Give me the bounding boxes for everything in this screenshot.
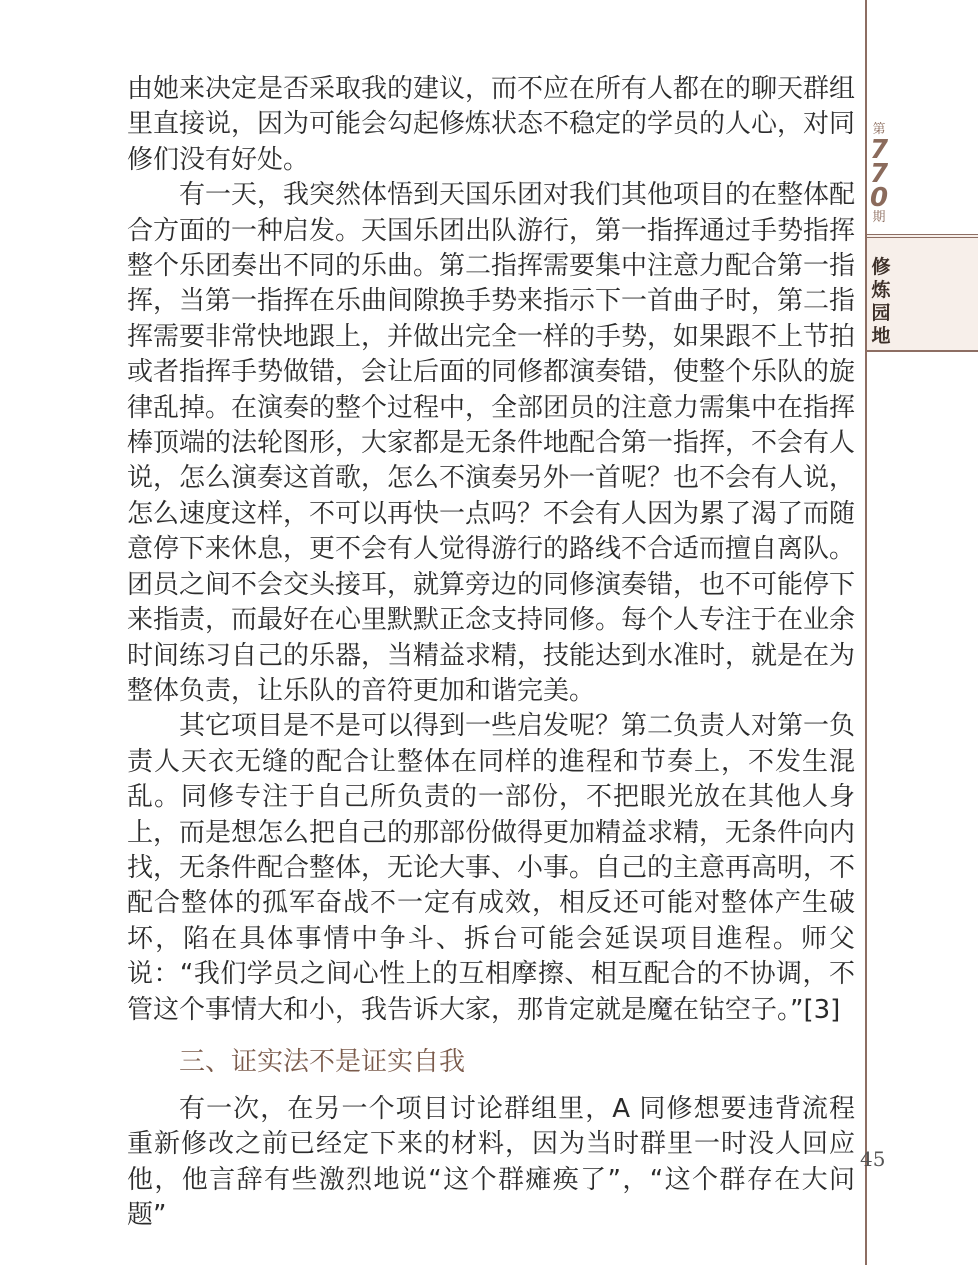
issue-suffix: 期 (872, 210, 886, 225)
section-heading: 三、证实法不是证实自我 (179, 1046, 466, 1077)
page-number: 45 (860, 1147, 886, 1171)
article-body (127, 72, 855, 1234)
issue-digit: 0 (869, 183, 889, 213)
issue-digit: 7 (869, 159, 889, 189)
issue-prefix: 第 (872, 122, 886, 137)
paragraph-3: 其它项目是不是可以得到一些启发呢？第二负责人对第一负责人天衣无缝的配合让整体在同样的進程和节奏上，不发生混乱。同修专注于自己所负责的一部份，不把眼光放在其他人身上，而是想怎么把自己的那部份做得更加精益求精，无条件向内找，无条件配合整体，无论大事、小事。自己的主意再高明，不配合整体的孤军奋战不一定有成效，相反还可能对整体产生破坏，陷在具体事情中争斗、拆台可能会延误项目進程。师父说：“我们学员之间心性上的互相摩擦、相互配合的不协调，不管这个事情大和小，我告诉大家，那肯定就是魔在钻空子。”[3] (127, 711, 856, 1025)
issue-digit: 7 (869, 135, 889, 165)
column-name: 修炼园地 (871, 256, 891, 347)
paragraph-2: 有一天，我突然体悟到天国乐团对我们其他项目的在整体配合方面的一种启发。天国乐团出队游行，第一指挥通过手势指挥整个乐团奏出不同的乐曲。第二指挥需要集中注意力配合第一指挥，当第一指挥在乐曲间隙换手势来指示下一首曲子时，第二指挥需要非常快地跟上，并做出完全一样的手势，如果跟不上节拍或者指挥手势做错，会让后面的同修都演奏错，使整个乐队的旋律乱掉。在演奏的整个过程中，全部团员的注意力需集中在指挥棒顶端的法轮图形，大家都是无条件地配合第一指挥，不会有人说，怎么演奏这首歌，怎么不演奏另外一首呢？也不会有人说，怎么速度这样，不可以再快一点吗？不会有人因为累了渴了而随意停下来休息，更不会有人觉得游行的路线不合适而擅自离队。团员之间不会交头接耳，就算旁边的同修演奏错，也不可能停下来指责，而最好在心里默默正念支持同修。每个人专注于在业余时间练习自己的乐器，当精益求精，技能达到水准时，就是在为整体负责，让乐队的音符更加和谐完美。 (127, 180, 856, 706)
issue-number (868, 122, 890, 226)
margin-rule (865, 0, 867, 1265)
paragraph-1: 由她来决定是否采取我的建议，而不应在所有人都在的聊天群组里直接说，因为可能会勾起修炼状态不稳定的学员的人心，对同修们没有好处。 (127, 74, 856, 175)
paragraph-4: 有一次，在另一个项目讨论群组里，A 同修想要违背流程重新修改之前已经定下来的材料，因为当时群里一时没人回应他，他言辞有些激烈地说“这个群瘫痪了”，“这个群存在大问题” (127, 1093, 855, 1231)
